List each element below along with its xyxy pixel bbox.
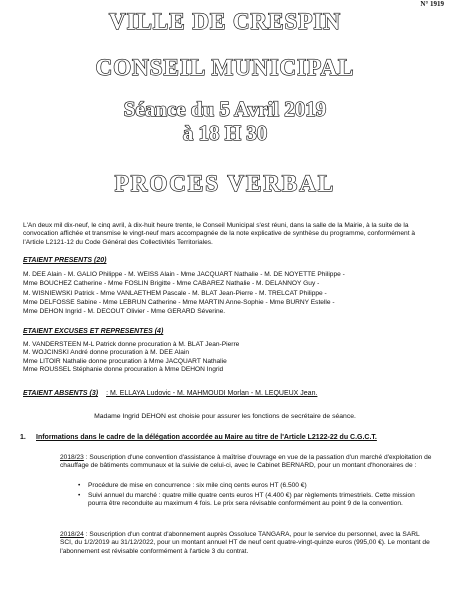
bullet-text: Procédure de mise en concurrence : six mile cinq cents euros HT (6.500 €) <box>88 482 307 489</box>
secretary-statement: Madame Ingrid DEHON est choisie pour assurer les fonctions de secrétaire de séance. <box>94 413 356 420</box>
decision-text: : Souscription d'un contrat d'abonnement auprès Ossoluce TANGARA, pour le service du personnel, avec la SARL SCI, du 1/2/2019 au 31/12/2022, pour un montant annuel HT de neuf cent quatre-vingt-quinze euros (995,00 €). Le montant de l'abonnement est révisable conformément à l'article 3 du contrat. <box>60 531 430 555</box>
decision-2018-24 <box>60 531 432 556</box>
session-date: Séance du 5 Avril 2019 <box>123 97 327 121</box>
excused-list <box>23 341 432 375</box>
agenda-item-number: 1. <box>20 434 26 441</box>
agenda-item-1 <box>20 434 432 441</box>
bullet-icon: • <box>78 492 81 499</box>
present-line: M. DEE Alain - M. GALIO Philippe - M. WEISS Alain - Mme JACQUART Nathalie - M. DE NOYETTE Philippe - <box>23 271 345 278</box>
town-title: VILLE DE CRESPIN <box>109 9 341 34</box>
bullet-item <box>78 492 428 509</box>
decision-text: : Souscription d'une convention d'assistance à maîtrise d'ouvrage en vue de la passation d'un marché d'exploitation de chauffage de bâtiments communaux et la suivie de celui-ci, avec le Cabinet BERNARD, pour un montant d'honoraires de : <box>60 454 432 470</box>
absent-section <box>23 390 317 397</box>
document-type-title: PROCES VERBAL <box>114 171 336 196</box>
present-line: M. WISNIEWSKI Patrick - Mme VANLAETHEM Pascale - M. BLAT Jean-Pierre - M. TRELCAT Philippe - <box>23 289 327 297</box>
council-title: CONSEIL MUNICIPAL <box>95 55 355 80</box>
bullet-item <box>78 482 428 490</box>
session-time: à 18 H 30 <box>182 121 268 145</box>
absent-heading: ETAIENT ABSENTS (3) <box>23 390 99 397</box>
decision-ref: 2018/23 <box>60 454 84 461</box>
present-line: Mme DELFOSSE Sabine - Mme LEBRUN Catherine - Mme MARTIN Anne-Sophie - Mme BURNY Estelle - <box>23 298 335 306</box>
intro-paragraph: L'An deux mil dix-neuf, le cinq avril, à dix-huit heure trente, le Conseil Municipal s'est réuni, dans la salle de la Mairie, à la suite de la convocation affichée et transmise le vingt-neuf mars accompagnée de la note explicative de synthèse du programme, conformément à l'Article L2121-12 du Code Général des Collectivités Territoriales. <box>23 222 416 246</box>
excused-heading: ETAIENT EXCUSES ET REPRESENTES (4) <box>23 328 164 335</box>
present-line: Mme BOUCHEZ Catherine - Mme FOSLIN Brigitte - Mme CABAREZ Nathalie - M. DELANNOY Guy - <box>23 280 320 288</box>
present-list <box>23 270 432 316</box>
page-number: N° 1919 <box>420 0 444 8</box>
excused-line: M. VANDERSTEEN M-L Patrick donne procuration à M. BLAT Jean-Pierre <box>23 341 240 348</box>
decision-2018-23 <box>60 454 432 471</box>
bullet-icon: • <box>78 482 81 489</box>
agenda-item-title: Informations dans le cadre de la délégation accordée au Maire au titre de l'Article L2122-22 du C.G.C.T. <box>36 434 377 441</box>
present-line: Mme DEHON Ingrid - M. DECOUT Olivier - Mme GERARD Séverine. <box>23 308 226 316</box>
absent-names: : M. ELLAYA Ludovic - M. MAHMOUDI Morlan - M. LEQUEUX Jean. <box>106 390 318 397</box>
decision-ref: 2018/24 <box>60 531 84 538</box>
excused-line: M. WOJCINSKI André donne procuration à M. DEE Alain <box>23 349 190 357</box>
present-heading: ETAIENT PRESENTS (20) <box>23 257 107 264</box>
excused-line: Mme LITOIR Nathalie donne procuration à Mme JACQUART Nathalie <box>23 357 227 365</box>
excused-line: Mme ROUSSEL Stéphanie donne procuration à Mme DEHON Ingrid <box>23 366 224 374</box>
bullet-text: Suivi annuel du marché : quatre mille quatre cents euros HT (4.400 €) par règlements trimestriels. Cette mission pourra être reconduite au maximum 4 fois. Le prix sera révisable conformément au point 9 de la convention. <box>88 492 415 508</box>
